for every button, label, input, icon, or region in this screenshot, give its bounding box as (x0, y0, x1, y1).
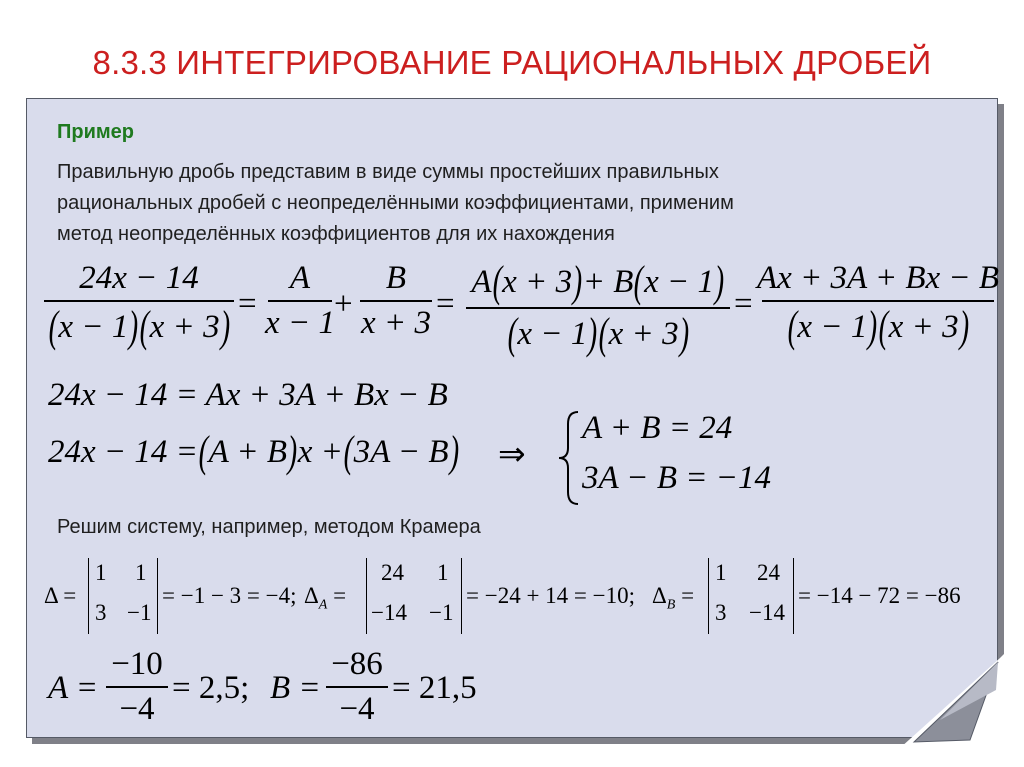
equals-sign: = (436, 286, 455, 322)
solution-b-result: = 21,5 (392, 670, 477, 706)
implies-arrow: ⇒ (498, 437, 526, 473)
det-cell: −14 (749, 600, 785, 625)
solution-b-label: B = (270, 670, 321, 706)
fraction-numerator: A(x + 3)+ B(x − 1) (471, 257, 725, 306)
term: + B (582, 264, 634, 300)
fraction-denominator: (x − 1)(x + 3) (48, 302, 230, 351)
solution-a-result: = 2,5; (172, 670, 250, 706)
intro-paragraph (57, 157, 967, 250)
fraction-numerator: A (289, 260, 311, 296)
term: A (471, 264, 492, 300)
solution-a-fraction (106, 646, 168, 728)
example-label: Пример (57, 121, 135, 143)
delta-b-label: $\Delta_B$ = (652, 583, 695, 613)
cramer-text: Решим систему, например, методом Крамера (57, 516, 481, 538)
det-cell: 24 (381, 560, 404, 585)
det-cell: −1 (127, 600, 152, 625)
det-cell: 3 (95, 600, 107, 625)
factor: x − 1 (797, 309, 868, 345)
fraction-b (360, 260, 432, 342)
factor: x − 1 (58, 309, 129, 345)
system-brace (556, 410, 582, 506)
term: 24x − 14 = (48, 434, 198, 470)
intro-line: рациональных дробей с неопределёнными коэффициентами, применим (57, 192, 734, 214)
fraction-numerator: −86 (331, 646, 383, 682)
intro-line: метод неопределённых коэффициентов для их нахождения (57, 223, 615, 245)
group: A + B (208, 434, 288, 470)
det-cell: 3 (715, 600, 727, 625)
fraction-denominator: (x − 1)(x + 3) (507, 309, 689, 358)
fraction-numerator: Ax + 3A + Bx − B (756, 260, 1000, 296)
fraction-expanded (756, 260, 1000, 351)
determinant-delta-a (366, 558, 462, 634)
slide-title: 8.3.3 ИНТЕГРИРОВАНИЕ РАЦИОНАЛЬНЫХ ДРОБЕЙ (92, 44, 932, 81)
fraction-numerator: B (385, 260, 407, 296)
fraction-denominator: (x − 1)(x + 3) (787, 302, 969, 351)
equation-grouped: 24x − 14 =(A + B)x +(3A − B) (48, 427, 459, 476)
system-equation-1: A + B = 24 (582, 410, 733, 446)
page-curl-corner (900, 650, 1010, 750)
determinant-delta (88, 558, 158, 634)
system-equation-2: 3A − B = −14 (582, 460, 772, 496)
delta-result: = −1 − 3 = −4; (162, 583, 297, 608)
solution-b-fraction (326, 646, 388, 728)
group: 3A − B (353, 434, 449, 470)
determinant-delta-b (708, 558, 794, 634)
fraction-denominator: x − 1 (265, 305, 335, 341)
det-cell: −14 (371, 600, 407, 625)
det-cell: 24 (757, 560, 780, 585)
fraction-left (44, 260, 234, 349)
fraction-denominator: x + 3 (361, 305, 431, 341)
det-cell: 1 (95, 560, 107, 585)
equation-expanded: 24x − 14 = Ax + 3A + Bx − B (48, 377, 448, 413)
det-cell: 1 (135, 560, 147, 585)
det-cell: 1 (437, 560, 449, 585)
fraction-numerator: 24x − 14 (79, 260, 199, 296)
equals-sign: = (734, 286, 753, 322)
delta-a-label: $\Delta_A$ = (304, 583, 347, 613)
fraction-denominator: −4 (339, 691, 375, 727)
equals-sign: = (238, 286, 257, 322)
solution-a-label: A = (48, 670, 99, 706)
intro-line: Правильную дробь представим в виде суммы простейших правильных (57, 161, 719, 183)
delta-label: Δ = (44, 583, 77, 608)
plus-sign: + (334, 286, 353, 322)
delta-a-result: = −24 + 14 = −10; (466, 583, 635, 608)
term: x + (297, 434, 343, 470)
delta-b-result: = −14 − 72 = −86 (798, 583, 961, 608)
fraction-denominator: −4 (119, 691, 155, 727)
fraction-combined (466, 257, 730, 358)
factor: x + 3 (888, 309, 959, 345)
fraction-numerator: −10 (111, 646, 163, 682)
factor: x + 3 (502, 264, 573, 300)
det-cell: −1 (429, 600, 454, 625)
factor: x − 1 (517, 316, 588, 352)
fraction-a (265, 260, 335, 342)
factor: x + 3 (608, 316, 679, 352)
factor: x + 3 (149, 309, 220, 345)
det-cell: 1 (715, 560, 727, 585)
factor: x − 1 (644, 264, 714, 300)
